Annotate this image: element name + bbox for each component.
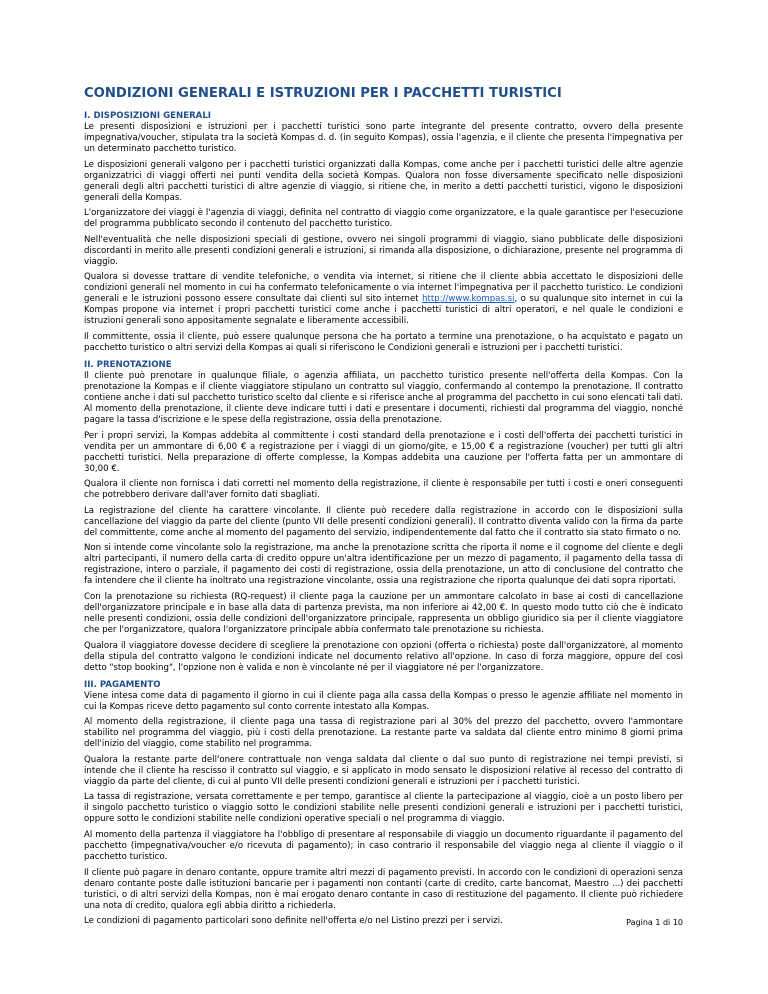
paragraph: Per i propri servizi, la Kompas addebita al committente i costi standard della prenotazione e i costi dell'offerta dei pacchetti turistici in vendita per un ammontare di 6,00 € a registrazione per i viaggi di un giorno/gite, e 15,00 € a registrazione (voucher) per tutti gli altri pacchetti turistici. Nella preparazione di offerte complesse, la Kompas addebita una cauzione per l'offerta fatta per un ammontare di 30,00 €. [84,430,683,474]
document-title: CONDIZIONI GENERALI E ISTRUZIONI PER I PACCHETTI TURISTICI [84,86,562,101]
section [84,111,683,354]
paragraph: Viene intesa come data di pagamento il giorno in cui il cliente paga alla cassa della Kompas o presso le agenzie affiliate nel momento in cui la Kompas riceve detto pagamento sul conto corrente intestato alla Kompas. [84,690,683,712]
document-body [84,111,683,927]
section [84,360,683,674]
section-heading: II. PRENOTAZIONE [84,359,172,370]
paragraph: La registrazione del cliente ha carattere vincolante. Il cliente può recedere dalla registrazione in accordo con le disposizioni sulla cancellazione del viaggio da parte del cliente (punto VII delle presenti condizioni generali). Il contratto diventa valido con la firma da parte del committente, come anche al momento del pagamento del servizio, indipendentemente dal fatto che il contratto sia stato firmato o no. [84,505,683,538]
paragraph: L'organizzatore dei viaggi è l'agenzia di viaggi, definita nel contratto di viaggio come organizzatore, e la quale garantisce per l'esecuzione del programma pubblicato secondo il contenuto del pacchetto turistico. [84,208,683,230]
paragraph: Qualora il viaggiatore dovesse decidere di scegliere la prenotazione con opzioni (offerta o richiesta) poste dall'organizzatore, al momento della stipula del contratto valgono le condizioni indicate nel documento relativo all'opzione. In caso di forza maggiore, oppure del così detto "stop booking", l'opzione non è valida e non è vincolante né per il viaggiatore né per l'organizzatore. [84,640,683,673]
paragraph: Le disposizioni generali valgono per i pacchetti turistici organizzati dalla Kompas, come anche per i pacchetti turistici delle altre agenzie organizzatrici di viaggi offerti nei punti vendita della società Kompas. Qualora non fosse diversamente specificato nelle disposizioni generali degli altri pacchetti turistici di altre agenzie di viaggio, si ritiene che, in merito a detti pacchetti turistici, vigono le disposizioni generali della Kompas. [84,159,683,203]
paragraph: Con la prenotazione su richiesta (RQ-request) il cliente paga la cauzione per un ammontare calcolato in base ai costi di cancellazione dell'organizzatore principale e in base alla data di partenza prevista, ma non inferiore ai 42,00 €. In questo modo tutto ciò che è indicato nelle presenti condizioni, ossia delle condizioni dell'organizzatore principale, rappresenta un obbligo giuridico sia per il cliente viaggiatore che per l'organizzatore, qualora l'organizzatore principale abbia confermato tale prenotazione su richiesta. [84,591,683,635]
paragraph: Qualora si dovesse trattare di vendite telefoniche, o vendita via internet, si ritiene che il cliente abbia accettato le disposizioni delle condizioni generali nel momento in cui ha confermato telefonicamente o via internet l'impegnativa per il pacchetto turistico. Le condizioni generali e le istruzioni possono essere consultate dai clienti sul sito internet http://www.kompas.si, o su qualunque sito internet in cui la Kompas propone via internet i propri pacchetti turistici come anche i pacchetti turistici di altri operatori, e nel quale le condizioni e istruzioni generali sono appositamente segnalate e liberamente accessibili. [84,272,684,327]
paragraph: La tassa di registrazione, versata correttamente e per tempo, garantisce al cliente la partecipazione al viaggio, cioè a un posto libero per il singolo pacchetto turistico o viaggio sotto le condizioni stabilite nelle presenti condizioni generali e istruzioni per i pacchetti turistici, oppure sotto le condizioni stabilite nelle condizioni operative speciali o nel programma di viaggio. [84,792,683,825]
section-heading: III. PAGAMENTO [84,679,161,690]
paragraph: Il committente, ossia il cliente, può essere qualunque persona che ha portato a termine una prenotazione, o ha acquistato e pagato un pacchetto turistico o altri servizi della Kompas ai quali si riferiscono le Condizioni generali e istruzioni per i pacchetti turistici. [84,331,683,353]
paragraph: Al momento della registrazione, il cliente paga una tassa di registrazione pari al 30% del prezzo del pacchetto, ovvero l'ammontare stabilito nel programma del viaggio, più i costi della prenotazione. La restante parte va saldata dal cliente entro minimo 8 giorni prima dell'inizio del viaggio, come stabilito nel programma. [84,717,683,750]
paragraph: Il cliente può pagare in denaro contante, oppure tramite altri mezzi di pagamento previsti. In accordo con le condizioni di operazioni senza denaro contante poste dalle istituzioni bancarie per i pagamenti non contanti (carte di credito, carte bancomat, Maestro ...) dei pacchetti turistici, o di altri servizi della Kompas, non è mai erogato denaro contante in caso di restituzione del pagamento. Il cliente può richiedere una nota di credito, qualora egli abbia diritto a richiederla. [84,867,683,911]
paragraph: Qualora il cliente non fornisca i dati corretti nel momento della registrazione, il cliente è responsabile per tutti i costi e oneri conseguenti che potrebbero derivare dall'aver fornito dati sbagliati. [84,479,683,501]
paragraph: Le condizioni di pagamento particolari sono definite nell'offerta e/o nel Listino prezzi per i servizi. [84,916,503,927]
paragraph: Il cliente può prenotare in qualunque filiale, o agenzia affiliata, un pacchetto turistico presente nell'offerta della Kompas. Con la prenotazione la Kompas e il cliente viaggiatore stipulano un contratto sul viaggio, confermando al contempo la prenotazione. Il contratto contiene anche i dati sul pacchetto turistico scelto dal cliente e si riferisce anche al programma del pacchetto in cui sono elencati tali dati. Al momento della prenotazione, il cliente deve indicare tutti i dati e presentare i documenti, richiesti dal programma del viaggio, nonché pagare la tassa d'iscrizione e le spese della registrazione, ossia della prenotazione. [84,370,683,425]
section-heading: I. DISPOSIZIONI GENERALI [84,111,212,121]
page-number: Pagina 1 di 10 [626,918,683,927]
paragraph: Al momento della partenza il viaggiatore ha l'obbligo di presentare al responsabile di viaggio un documento riguardante il pagamento del pacchetto (impegnativa/voucher e/o ricevuta di pagamento); in caso contrario il responsabile del viaggio nega al cliente il viaggio o il pacchetto turistico. [84,829,683,862]
paragraph: Nell'eventualità che nelle disposizioni speciali di gestione, ovvero nei singoli programmi di viaggio, siano pubblicate delle disposizioni discordanti in merito alle presenti condizioni generali e istruzioni, si rimanda alla disposizione, o dichiarazione, presente nel programma di viaggio. [84,234,683,267]
paragraph: Le presenti disposizioni e istruzioni per i pacchetti turistici sono parte integrante del presente contratto, ovvero della presente impegnativa/voucher, stipulata tra la società Kompas d. d. (in seguito Kompas), ossia l'agenzia, e il cliente che presenta l'impegnativa per un determinato pacchetto turistico. [84,122,683,154]
kompas-website-link[interactable]: http://www.kompas.si [422,294,515,305]
paragraph: Qualora la restante parte dell'onere contrattuale non venga saldata dal cliente o dal suo punto di registrazione nei tempi previsti, si intende che il cliente ha rescisso il contratto sul viaggio, e si applicato in modo sensato le disposizioni relative al recesso del contratto di viaggio da parte del cliente, di cui al punto VII delle presenti condizioni generali e istruzioni per i pacchetti turistici. [84,754,683,787]
paragraph: Non si intende come vincolante solo la registrazione, ma anche la prenotazione scritta che riporta il nome e il cognome del cliente e degli altri partecipanti, il numero della carta di credito oppure un'altra identificazione per un mezzo di pagamento, il pagamento della tassa di registrazione, intero o parziale, il pagamento dei costi di registrazione, ossia della prenotazione, un atto di conclusione del contratto che fa intendere che il cliente ha inoltrato una registrazione vincolante, ossia una registrazione che riporta qualunque dei dati sopra riportati. [84,543,683,587]
section [84,680,683,928]
